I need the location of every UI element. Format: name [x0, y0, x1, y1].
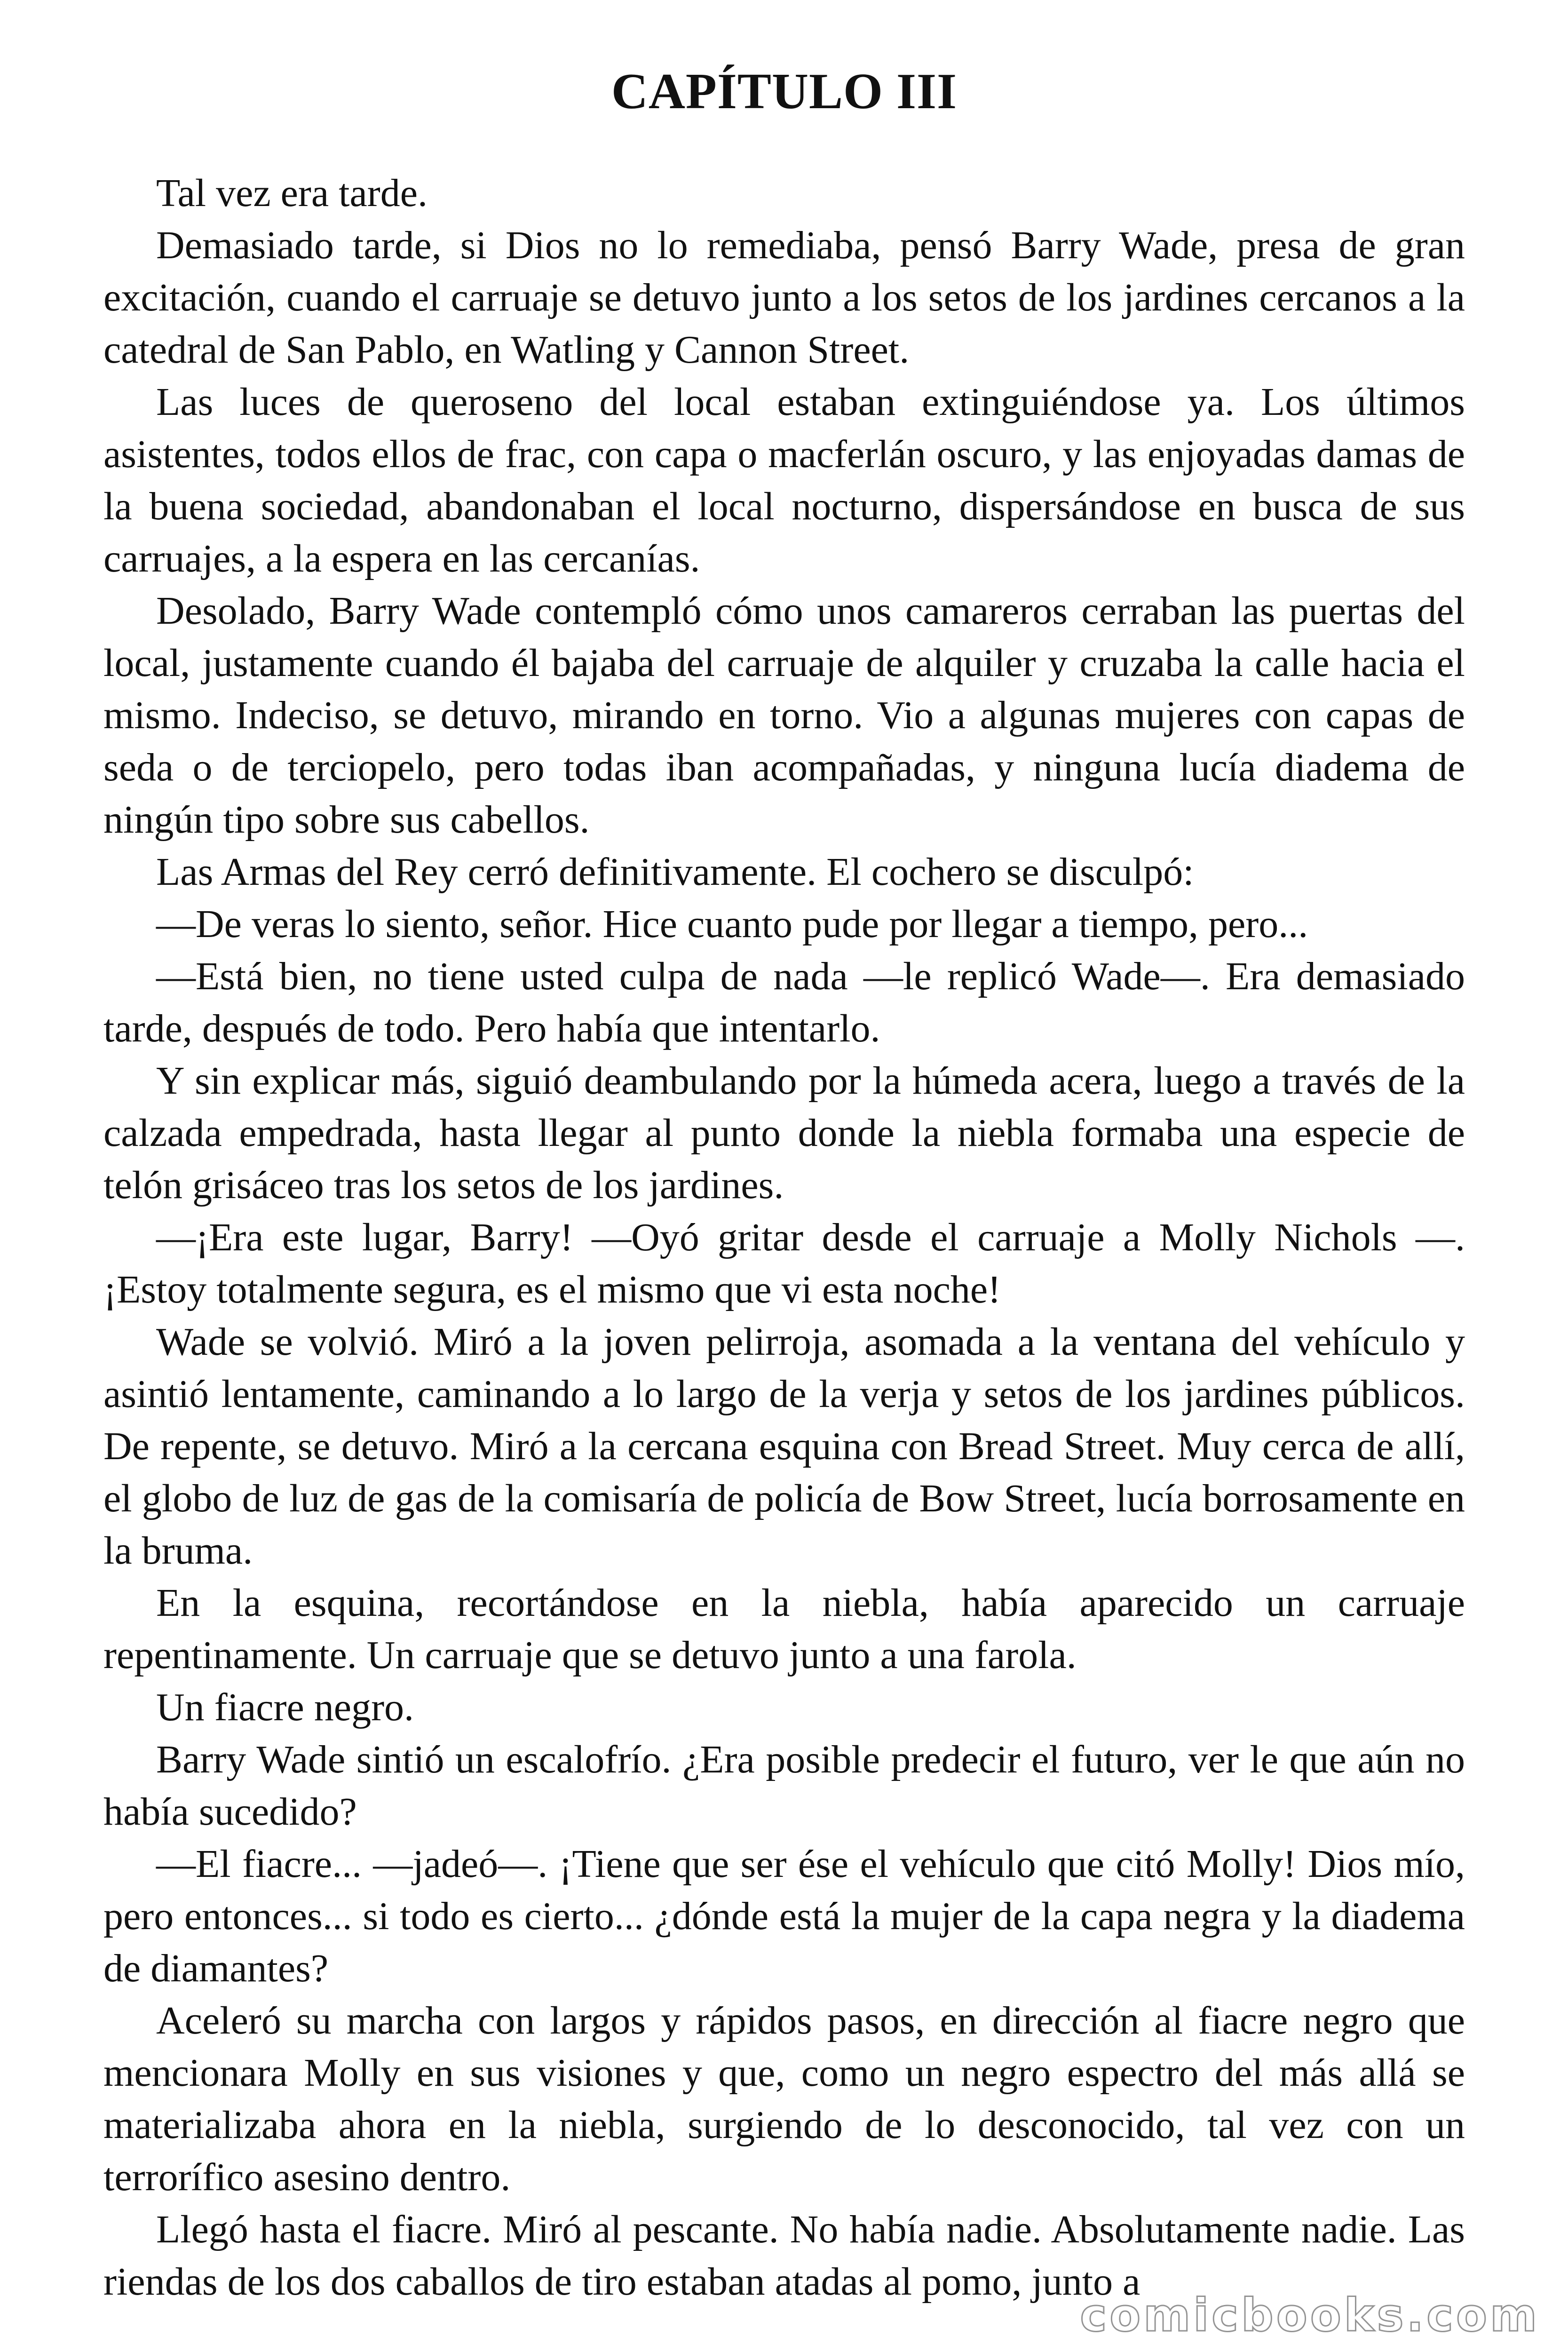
chapter-body [103, 167, 1465, 2308]
paragraph: Las Armas del Rey cerró definitivamente. El cochero se disculpó: [156, 850, 1194, 894]
paragraph: —¡Era este lugar, Barry! —Oyó gritar desde el carruaje a Molly Nichols —. ¡Estoy totalmente segura, es el mismo que vi esta noche! [103, 1215, 1465, 1311]
paragraph: Aceleró su marcha con largos y rápidos pasos, en dirección al fiacre negro que mencionara Molly en sus visiones y que, como un negro espectro del más allá se materializaba ahora en la niebla, surgiendo de lo desconocido, tal vez con un terrorífico asesino dentro. [103, 1998, 1465, 2199]
paragraph: Un fiacre negro. [156, 1685, 414, 1729]
paragraph: Llegó hasta el fiacre. Miró al pescante. No había nadie. Absolutamente nadie. Las riendas de los dos caballos de tiro estaban atadas al pomo, junto a [103, 2207, 1465, 2304]
paragraph: Demasiado tarde, si Dios no lo remediaba, pensó Barry Wade, presa de gran excitación, cuando el carruaje se detuvo junto a los setos de los jardines cercanos a la catedral de San Pablo, en Watling y Cannon Street. [103, 223, 1465, 372]
paragraph: Tal vez era tarde. [156, 171, 428, 215]
book-page [103, 61, 1465, 2308]
paragraph: Desolado, Barry Wade contempló cómo unos camareros cerraban las puertas del local, justamente cuando él bajaba del carruaje de alquiler y cruzaba la calle hacia el mismo. Indeciso, se detuvo, mirando en torno. Vio a algunas mujeres con capas de seda o de terciopelo, pero todas iban acompañadas, y ninguna lucía diadema de ningún tipo sobre sus cabellos. [103, 588, 1465, 842]
paragraph: Las luces de queroseno del local estaban extinguiéndose ya. Los últimos asistentes, todos ellos de frac, con capa o macferlán oscuro, y las enjoyadas damas de la buena sociedad, abandonaban el local nocturno, dispersándose en busca de sus carruajes, a la espera en las cercanías. [103, 380, 1465, 580]
paragraph: Wade se volvió. Miró a la joven pelirroja, asomada a la ventana del vehículo y asintió lentamente, caminando a lo largo de la verja y setos de los jardines públicos. De repente, se detuvo. Miró a la cercana esquina con Bread Street. Muy cerca de allí, el globo de luz de gas de la comisaría de policía de Bow Street, lucía borrosamente en la bruma. [103, 1319, 1465, 1573]
paragraph: Y sin explicar más, siguió deambulando por la húmeda acera, luego a través de la calzada empedrada, hasta llegar al punto donde la niebla formaba una especie de telón grisáceo tras los setos de los jardines. [103, 1058, 1465, 1207]
paragraph: —Está bien, no tiene usted culpa de nada —le replicó Wade—. Era demasiado tarde, después de todo. Pero había que intentarlo. [103, 954, 1465, 1050]
chapter-title: CAPÍTULO III [611, 64, 958, 119]
paragraph: —El fiacre... —jadeó—. ¡Tiene que ser ése el vehículo que citó Molly! Dios mío, pero entonces... si todo es cierto... ¿dónde está la mujer de la capa negra y la diadema de diamantes? [103, 1842, 1465, 1990]
paragraph: En la esquina, recortándose en la niebla, había aparecido un carruaje repentinamente. Un carruaje que se detuvo junto a una farola. [103, 1581, 1465, 1677]
watermark: comicbooks.com [1080, 2289, 1540, 2342]
paragraph: —De veras lo siento, señor. Hice cuanto pude por llegar a tiempo, pero... [156, 902, 1308, 946]
paragraph: Barry Wade sintió un escalofrío. ¿Era posible predecir el futuro, ver le que aún no había sucedido? [103, 1737, 1465, 1834]
